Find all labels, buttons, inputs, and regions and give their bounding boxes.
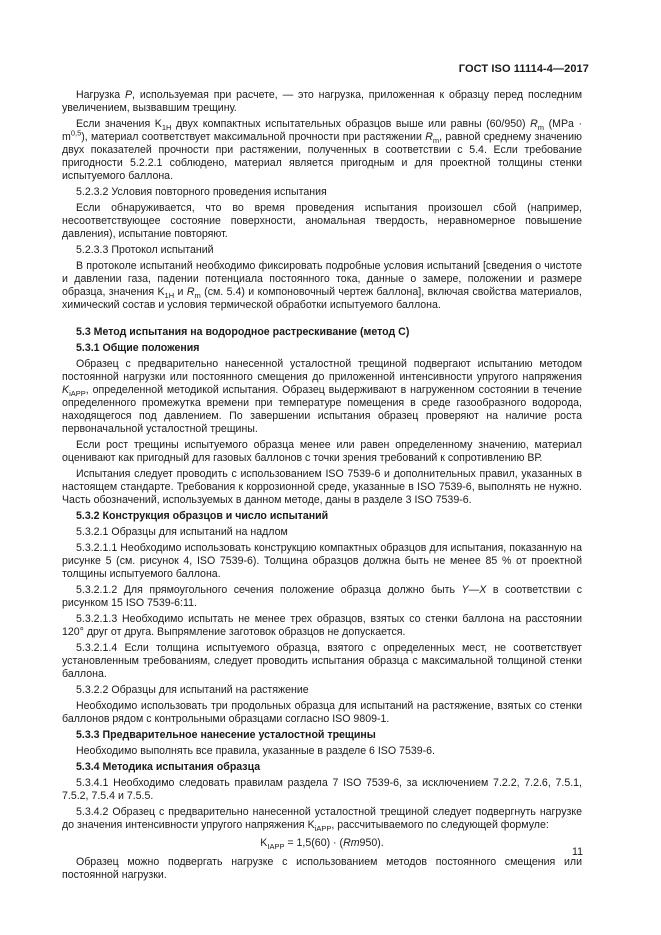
subsection-heading: 5.3.2.1 Образцы для испытаний на надлом — [76, 526, 288, 538]
paragraph: В протоколе испытаний необходимо фиксировать подробные условия испытаний [сведения о чистоте и давлении газа, падении потенциала постоянного тока, данные о замере, положении и размере образца, значения $K_{1H}$ и $R_m$ (см. 5.4) и компоновочный чертеж баллона], включая свойства материалов, химический состав и условия термической обработки испытуемого баллона. — [62, 260, 582, 311]
paragraph: Если значения $K_{1H}$ двух компактных испытательных образцов выше или равны (60/950) $R_m$ $(MPa \cdot m^{0,5})$, материал соответствует максимальной прочности при растяжении $R_m$, равной среднему значению двух показателей прочности при растяжении, полученных в соответствии с 5.4. Если требование пригодности 5.2.2.1 соблюдено, материал является пригодным и для проектной толщины стенки испытуемого баллона. — [62, 118, 582, 182]
section-heading: 5.3.3 Предварительное нанесение усталостной трещины — [76, 729, 376, 741]
paragraph: Если обнаруживается, что во время проведения испытания произошел сбой (например, несоответствующее состояние поверхности, аномальная твердость, неравномерное повышение давления), испытание повторяют. — [62, 202, 582, 240]
paragraph: Образец с предварительно нанесенной усталостной трещиной подвергают испытанию методом постоянной нагрузки или постоянного смещения до приложенной интенсивности упругого напряжения $K_{iAPP}$, определенной методикой испытания. Образец выдерживают в нагруженном состоянии в течение определенного промежутка времени при температуре помещения в среде газообразного водорода, находящегося под давлением. По завершении испытания образец проверяют на наличие роста первоначальной усталостной трещины. — [62, 358, 582, 435]
subsection-heading: 5.2.3.2 Условия повторного проведения испытания — [76, 186, 327, 198]
paragraph: Нагрузка P, используемая при расчете, — это нагрузка, приложенная к образцу перед последним увеличением, вызвавшим трещину. — [62, 89, 582, 114]
paragraph: 5.3.2.1.3 Необходимо испытать не менее трех образцов, взятых со стенки баллона на расстоянии 120° друг от друга. Выпрямление заготовок образцов не допускается. — [62, 613, 582, 638]
section-heading: 5.3.2 Конструкция образцов и число испытаний — [76, 510, 329, 522]
document-body — [62, 89, 582, 885]
paragraph: Образец можно подвергать нагрузке с использованием методов постоянного смещения или постоянной нагрузки. — [62, 856, 582, 881]
document-code: ГОСТ ISO 11114-4—2017 — [458, 63, 589, 75]
formula: $K_{IAPP} = 1,5(60) \cdot (Rm950)$. — [260, 837, 384, 852]
paragraph: Если рост трещины испытуемого образца менее или равен определенному значению, материал оценивают как пригодный для газовых баллонов с точки зрения требований к сопротивлению ВР. — [62, 439, 582, 464]
paragraph: 5.3.4.1 Необходимо следовать правилам раздела 7 ISO 7539-6, за исключением 7.2.2, 7.2.6, 7.5.1, 7.5.2, 7.5.4 и 7.5.5. — [62, 777, 582, 802]
section-heading: 5.3.4 Методика испытания образца — [76, 761, 261, 773]
paragraph: 5.3.2.1.2 Для прямоугольного сечения положение образца должно быть Y—X в соответствии с рисунком 15 ISO 7539-6:11. — [62, 584, 582, 609]
section-heading: 5.3.1 Общие положения — [76, 342, 200, 354]
paragraph: 5.3.2.1.1 Необходимо использовать конструкцию компактных образцов для испытания, показанную на рисунке 5 (см. рисунок 4, ISO 7539-6). Толщина образцов должна быть не менее 85 % от проектной толщины испытуемого баллона. — [62, 542, 582, 580]
paragraph: 5.3.2.1.4 Если толщина испытуемого образца, взятого с определенных мест, не соответствует установленным требованиям, следует проводить испытания образца с максимальной толщиной стенки баллона. — [62, 642, 582, 680]
subsection-heading: 5.2.3.3 Протокол испытаний — [76, 244, 214, 256]
subsection-heading: 5.3.2.2 Образцы для испытаний на растяжение — [76, 684, 309, 696]
paragraph: Необходимо использовать три продольных образца для испытаний на растяжение, взятых со стенки баллонов рядом с контрольными образцами согласно ISO 9809-1. — [62, 700, 582, 725]
paragraph: Испытания следует проводить с использованием ISO 7539-6 и дополнительных правил, указанных в настоящем стандарте. Требования к коррозионной среде, указанные в ISO 7539-6, выполнять не нужно. Часть обозначений, используемых в данном методе, даны в разделе 3 ISO 7539-6. — [62, 468, 582, 506]
paragraph: Необходимо выполнять все правила, указанные в разделе 6 ISO 7539-6. — [76, 745, 435, 757]
section-heading: 5.3 Метод испытания на водородное растрескивание (метод С) — [76, 326, 410, 338]
page-number: 11 — [572, 846, 583, 858]
paragraph: 5.3.4.2 Образец с предварительно нанесенной усталостной трещиной следует подвергнуть нагрузке до значения интенсивности упругого напряжения $K_{iAPP}$, рассчитываемого по следующей формуле: — [62, 806, 582, 834]
